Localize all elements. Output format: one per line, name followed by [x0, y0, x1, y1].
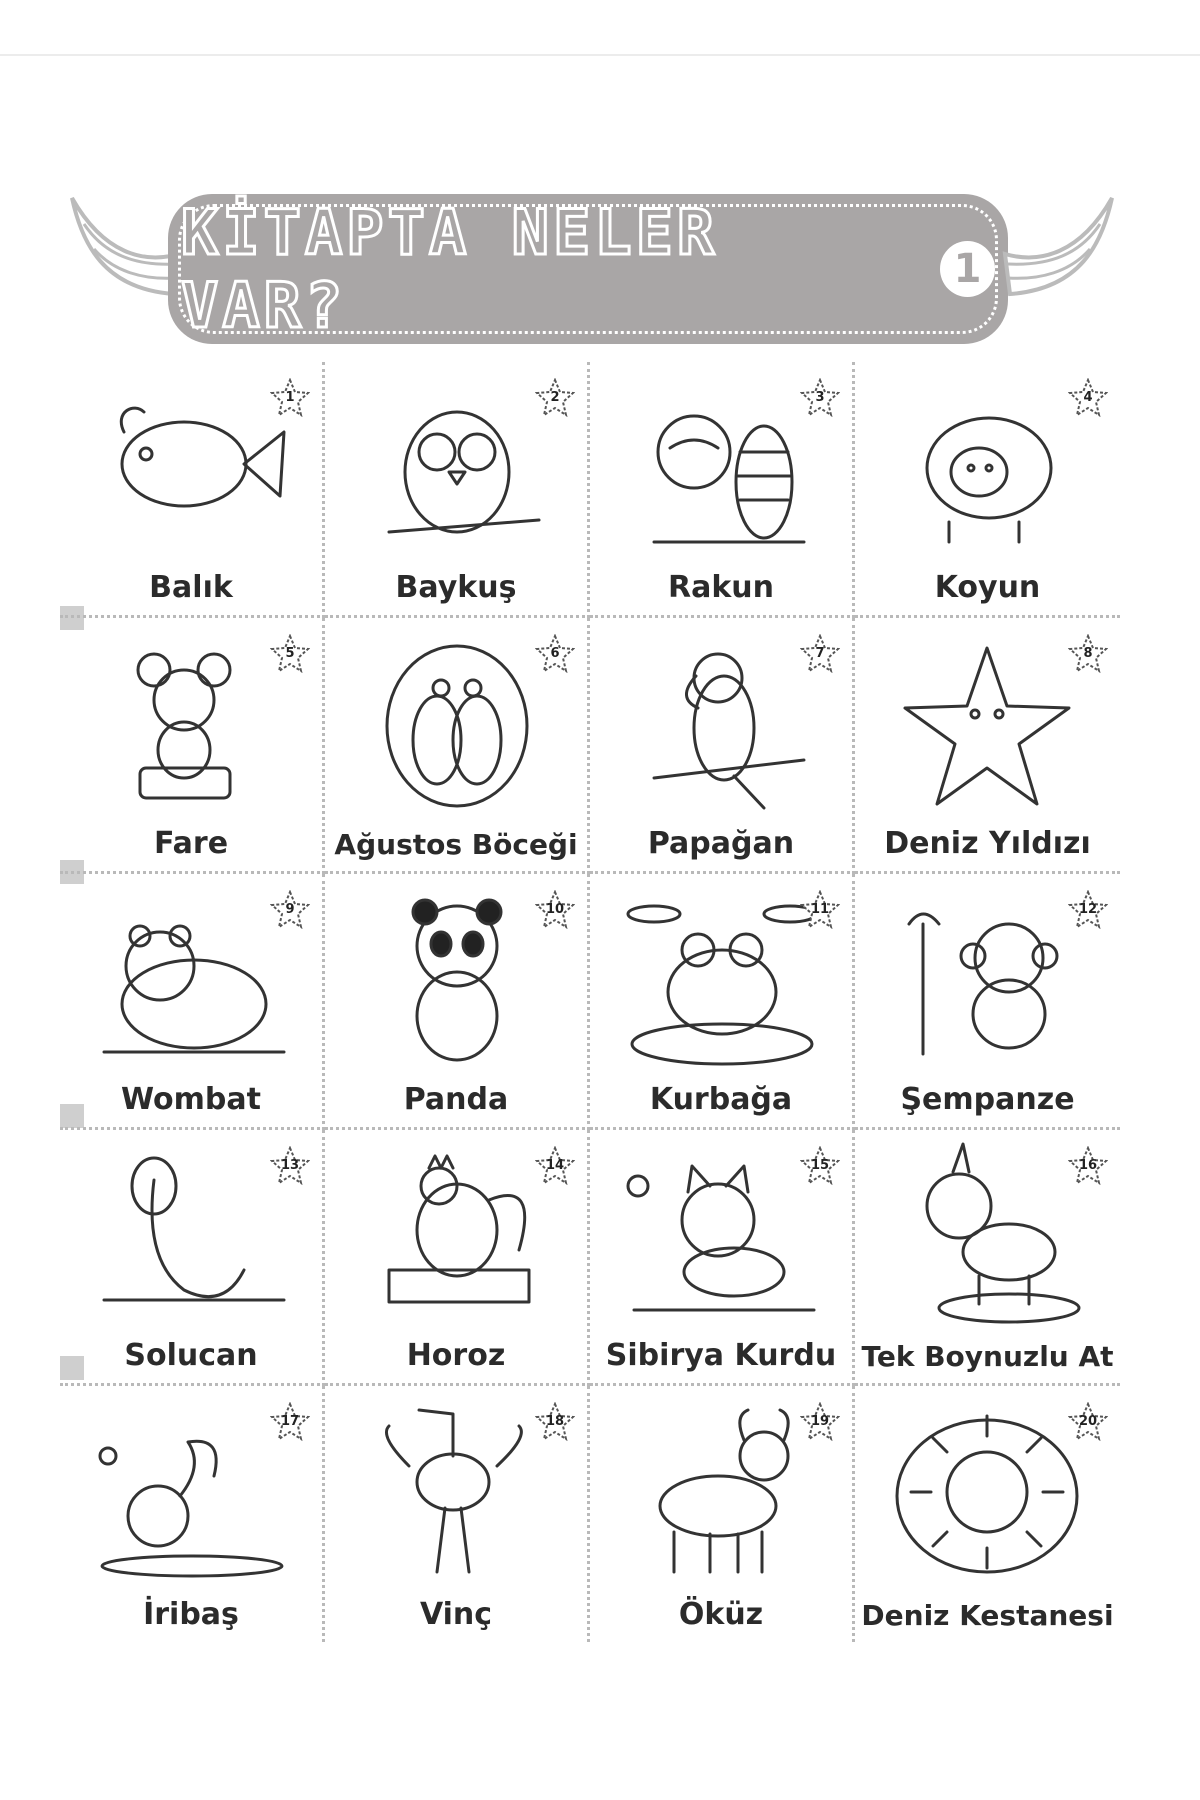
item-number: 19 — [810, 1414, 830, 1429]
right-wing-icon — [1000, 194, 1120, 314]
animal-card — [325, 1386, 590, 1642]
item-number: 2 — [550, 390, 560, 405]
item-number: 18 — [545, 1414, 565, 1429]
item-number: 6 — [550, 646, 560, 661]
animal-name: Solucan — [124, 1338, 258, 1373]
sheep-icon — [879, 372, 1095, 556]
animal-name: Vinç — [419, 1597, 493, 1632]
animal-card — [60, 362, 325, 618]
number-star-badge — [535, 634, 575, 674]
number-star-badge — [1068, 634, 1108, 674]
wombat-icon — [84, 884, 300, 1068]
number-star-badge — [270, 378, 310, 418]
animal-name: Koyun — [934, 570, 1041, 605]
animal-name: Deniz Kestanesi — [861, 1599, 1114, 1632]
worm-icon — [84, 1140, 300, 1324]
number-star-badge — [270, 1146, 310, 1186]
number-star-badge — [535, 890, 575, 930]
item-number: 20 — [1078, 1414, 1098, 1429]
animal-card — [60, 618, 325, 874]
crane-bird-icon — [349, 1396, 565, 1580]
number-star-badge — [800, 1146, 840, 1186]
sea-urchin-icon — [879, 1396, 1095, 1580]
starfish-icon — [879, 628, 1095, 812]
animal-name: Balık — [149, 570, 233, 605]
item-number: 8 — [1083, 646, 1093, 661]
animal-name: Papağan — [647, 826, 795, 861]
animal-card — [855, 874, 1120, 1130]
tadpole-icon — [84, 1396, 300, 1580]
number-star-badge — [270, 634, 310, 674]
animal-name: Rakun — [667, 570, 774, 605]
item-number: 11 — [810, 902, 830, 917]
animal-card — [60, 1130, 325, 1386]
item-number: 1 — [285, 390, 295, 405]
animal-card — [590, 618, 855, 874]
number-star-badge — [800, 1402, 840, 1442]
animal-name: Panda — [403, 1082, 509, 1117]
husky-icon — [614, 1140, 830, 1324]
animal-card — [60, 1386, 325, 1642]
item-number: 15 — [810, 1158, 830, 1173]
animal-card — [590, 1386, 855, 1642]
animal-card — [855, 1386, 1120, 1642]
number-star-badge — [1068, 378, 1108, 418]
animal-card — [590, 1130, 855, 1386]
animal-card — [590, 874, 855, 1130]
number-star-badge — [535, 378, 575, 418]
rooster-icon — [349, 1140, 565, 1324]
animal-name: Horoz — [406, 1338, 506, 1373]
animal-name: Sibirya Kurdu — [605, 1338, 837, 1373]
item-number: 13 — [280, 1158, 300, 1173]
item-number: 14 — [545, 1158, 565, 1173]
left-wing-icon — [64, 194, 184, 314]
animal-card — [325, 874, 590, 1130]
animal-grid — [60, 362, 1120, 1642]
raccoon-icon — [614, 372, 830, 556]
top-bar — [0, 0, 1200, 56]
animal-name: Wombat — [121, 1082, 261, 1117]
animal-name: Kurbağa — [649, 1082, 793, 1117]
page-number-badge: 1 — [940, 241, 995, 297]
animal-name: Öküz — [678, 1597, 764, 1632]
title-banner — [60, 188, 1120, 358]
item-number: 5 — [285, 646, 295, 661]
animal-name: Deniz Yıldızı — [884, 826, 1091, 861]
number-star-badge — [535, 1402, 575, 1442]
item-number: 9 — [285, 902, 295, 917]
animal-card — [855, 618, 1120, 874]
parrot-icon — [614, 628, 830, 812]
animal-name: Ağustos Böceği — [334, 828, 578, 861]
animal-name: Fare — [153, 826, 229, 861]
number-star-badge — [270, 1402, 310, 1442]
number-star-badge — [1068, 1402, 1108, 1442]
item-number: 17 — [280, 1414, 300, 1429]
animal-card — [590, 362, 855, 618]
animal-card — [60, 874, 325, 1130]
item-number: 16 — [1078, 1158, 1098, 1173]
animal-card — [325, 362, 590, 618]
ox-icon — [614, 1396, 830, 1580]
number-star-badge — [535, 1146, 575, 1186]
number-star-badge — [1068, 1146, 1108, 1186]
cicada-icon — [349, 628, 565, 812]
animal-card — [325, 618, 590, 874]
owl-icon — [349, 372, 565, 556]
panda-icon — [349, 884, 565, 1068]
fish-icon — [84, 372, 300, 556]
animal-name: Şempanze — [900, 1082, 1075, 1117]
unicorn-icon — [879, 1140, 1095, 1324]
frog-icon — [614, 884, 830, 1068]
animal-card — [325, 1130, 590, 1386]
animal-card — [855, 362, 1120, 618]
number-star-badge — [800, 378, 840, 418]
number-star-badge — [800, 890, 840, 930]
animal-card — [855, 1130, 1120, 1386]
mouse-icon — [84, 628, 300, 812]
number-star-badge — [800, 634, 840, 674]
page-title: KİTAPTA NELER VAR? — [181, 196, 719, 342]
item-number: 12 — [1078, 902, 1098, 917]
animal-name: Baykuş — [395, 570, 517, 605]
item-number: 7 — [815, 646, 825, 661]
item-number: 3 — [815, 390, 825, 405]
item-number: 10 — [545, 902, 565, 917]
chimpanzee-icon — [879, 884, 1095, 1068]
number-star-badge — [270, 890, 310, 930]
animal-name: Tek Boynuzlu At — [861, 1340, 1114, 1373]
item-number: 4 — [1083, 390, 1093, 405]
number-star-badge — [1068, 890, 1108, 930]
animal-name: İribaş — [143, 1597, 239, 1632]
banner-plate — [168, 194, 1008, 344]
